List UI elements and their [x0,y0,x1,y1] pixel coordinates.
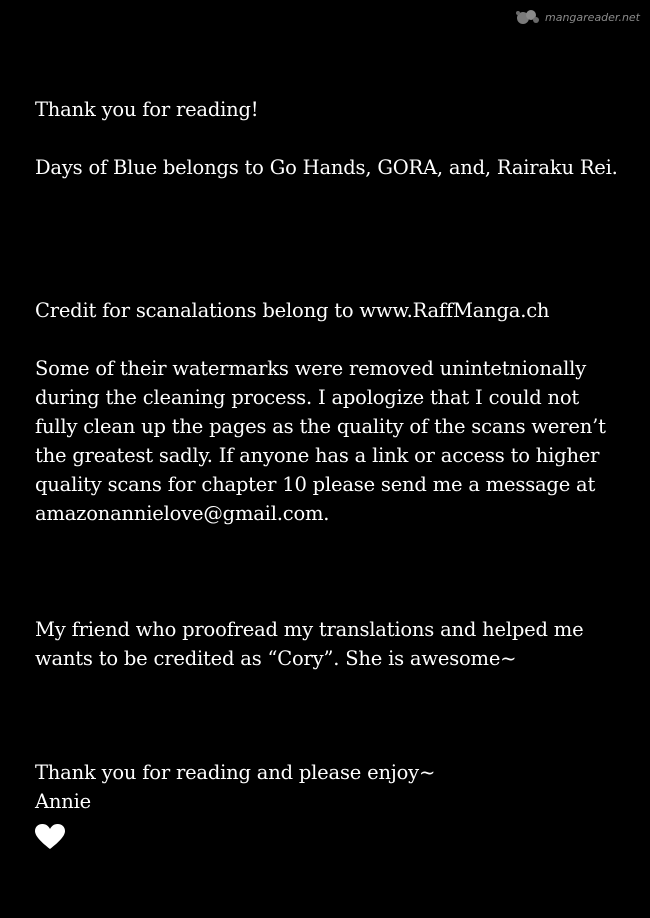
signature: Annie [35,790,91,813]
watermark-text: mangareader.net [545,10,640,24]
heart-icon [35,824,65,850]
watermarks-paragraph: Some of their watermarks were removed unintetnionally during the cleaning process. I apologize that I could not fully clean up the pages as the quality of the scans weren’t the greatest sadly. If anyone has a link or access to higher quality scans for chapter 10 please send me a message at amazonannielove@gmail.com. [35,357,606,525]
ownership-line: Days of Blue belongs to Go Hands, GORA, and, Rairaku Rei. [35,156,618,179]
scanlation-credit: Credit for scanalations belong to www.RaffManga.ch [35,299,550,322]
closing-line: Thank you for reading and please enjoy~ [35,761,436,784]
site-watermark [515,8,640,26]
thanks-heading: Thank you for reading! [35,98,259,121]
blob-logo-icon [515,8,541,26]
proofreader-paragraph: My friend who proofread my translations and helped me wants to be credited as “Cory”. She is awesome~ [35,618,584,670]
